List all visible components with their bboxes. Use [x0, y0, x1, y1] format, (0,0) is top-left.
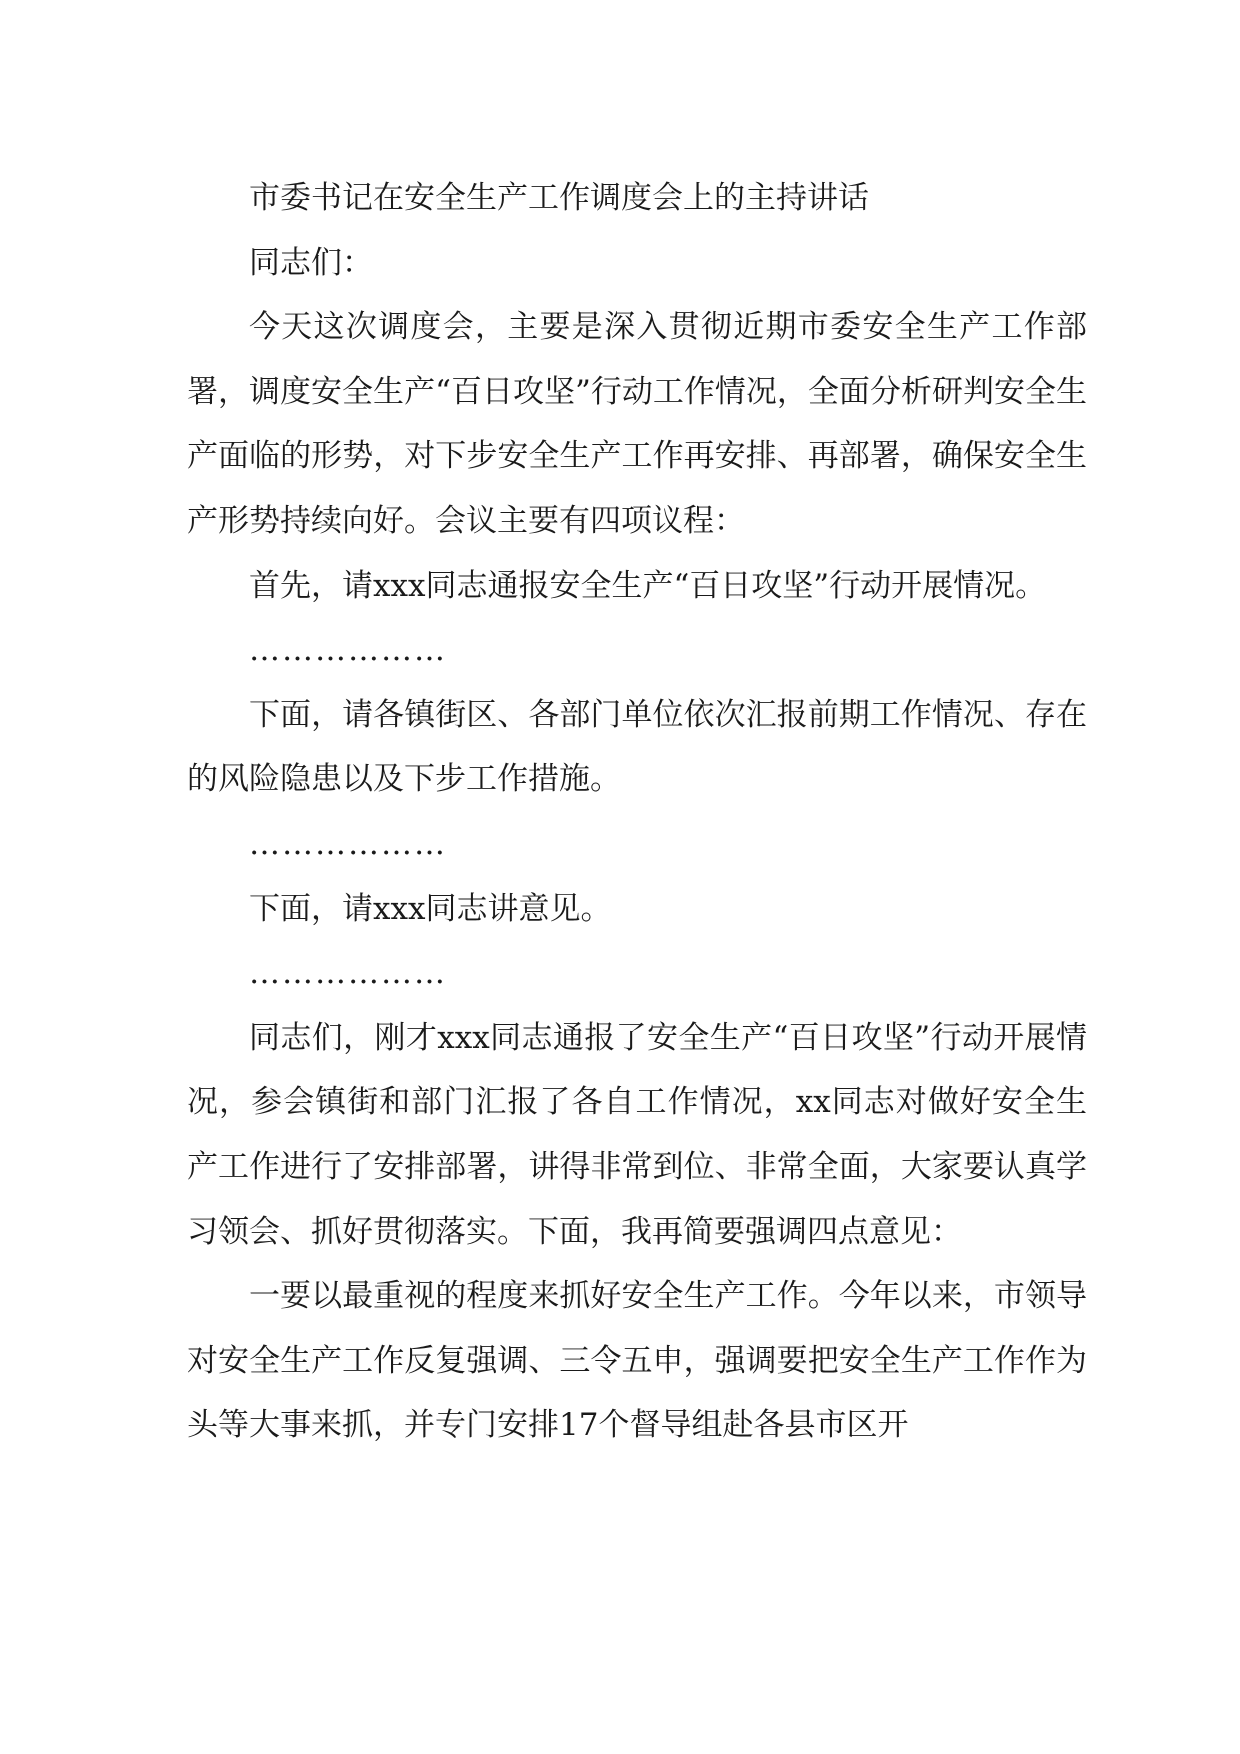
paragraph-summary: 同志们，刚才xxx同志通报了安全生产“百日攻坚”行动开展情况，参会镇街和部门汇报了各自工作情况，xx同志对做好安全生产工作进行了安排部署，讲得非常到位、非常全面，大家要认真学习领会、抓好贯彻落实。下面，我再简要强调四点意见：: [187, 1019, 1087, 1250]
ellipsis-divider: ………………: [249, 955, 447, 992]
paragraph-agenda-1: 首先，请xxx同志通报安全生产“百日攻坚”行动开展情况。: [249, 567, 1047, 604]
paragraph-opening: 今天这次调度会，主要是深入贯彻近期市委安全生产工作部署，调度安全生产“百日攻坚”行动工作情况，全面分析研判安全生产面临的形势，对下步安全生产工作再安排、再部署，确保安全生产形势持续向好。会议主要有四项议程：: [187, 309, 1087, 539]
paragraph-point-1: 一要以最重视的程度来抓好安全生产工作。今年以来，市领导对安全生产工作反复强调、三令五申，强调要把安全生产工作作为头等大事来抓，并专门安排17个督导组赴各县市区开: [187, 1278, 1087, 1444]
document-title: 市委书记在安全生产工作调度会上的主持讲话: [249, 180, 869, 216]
ellipsis-divider: ………………: [249, 632, 447, 669]
salutation: 同志们：: [249, 244, 373, 281]
paragraph-agenda-2: 下面，请各镇街区、各部门单位依次汇报前期工作情况、存在的风险隐患以及下步工作措施。: [187, 696, 1087, 798]
document-body: [187, 166, 1087, 1458]
paragraph-agenda-3: 下面，请xxx同志讲意见。: [249, 890, 612, 927]
ellipsis-divider: ………………: [249, 825, 447, 862]
